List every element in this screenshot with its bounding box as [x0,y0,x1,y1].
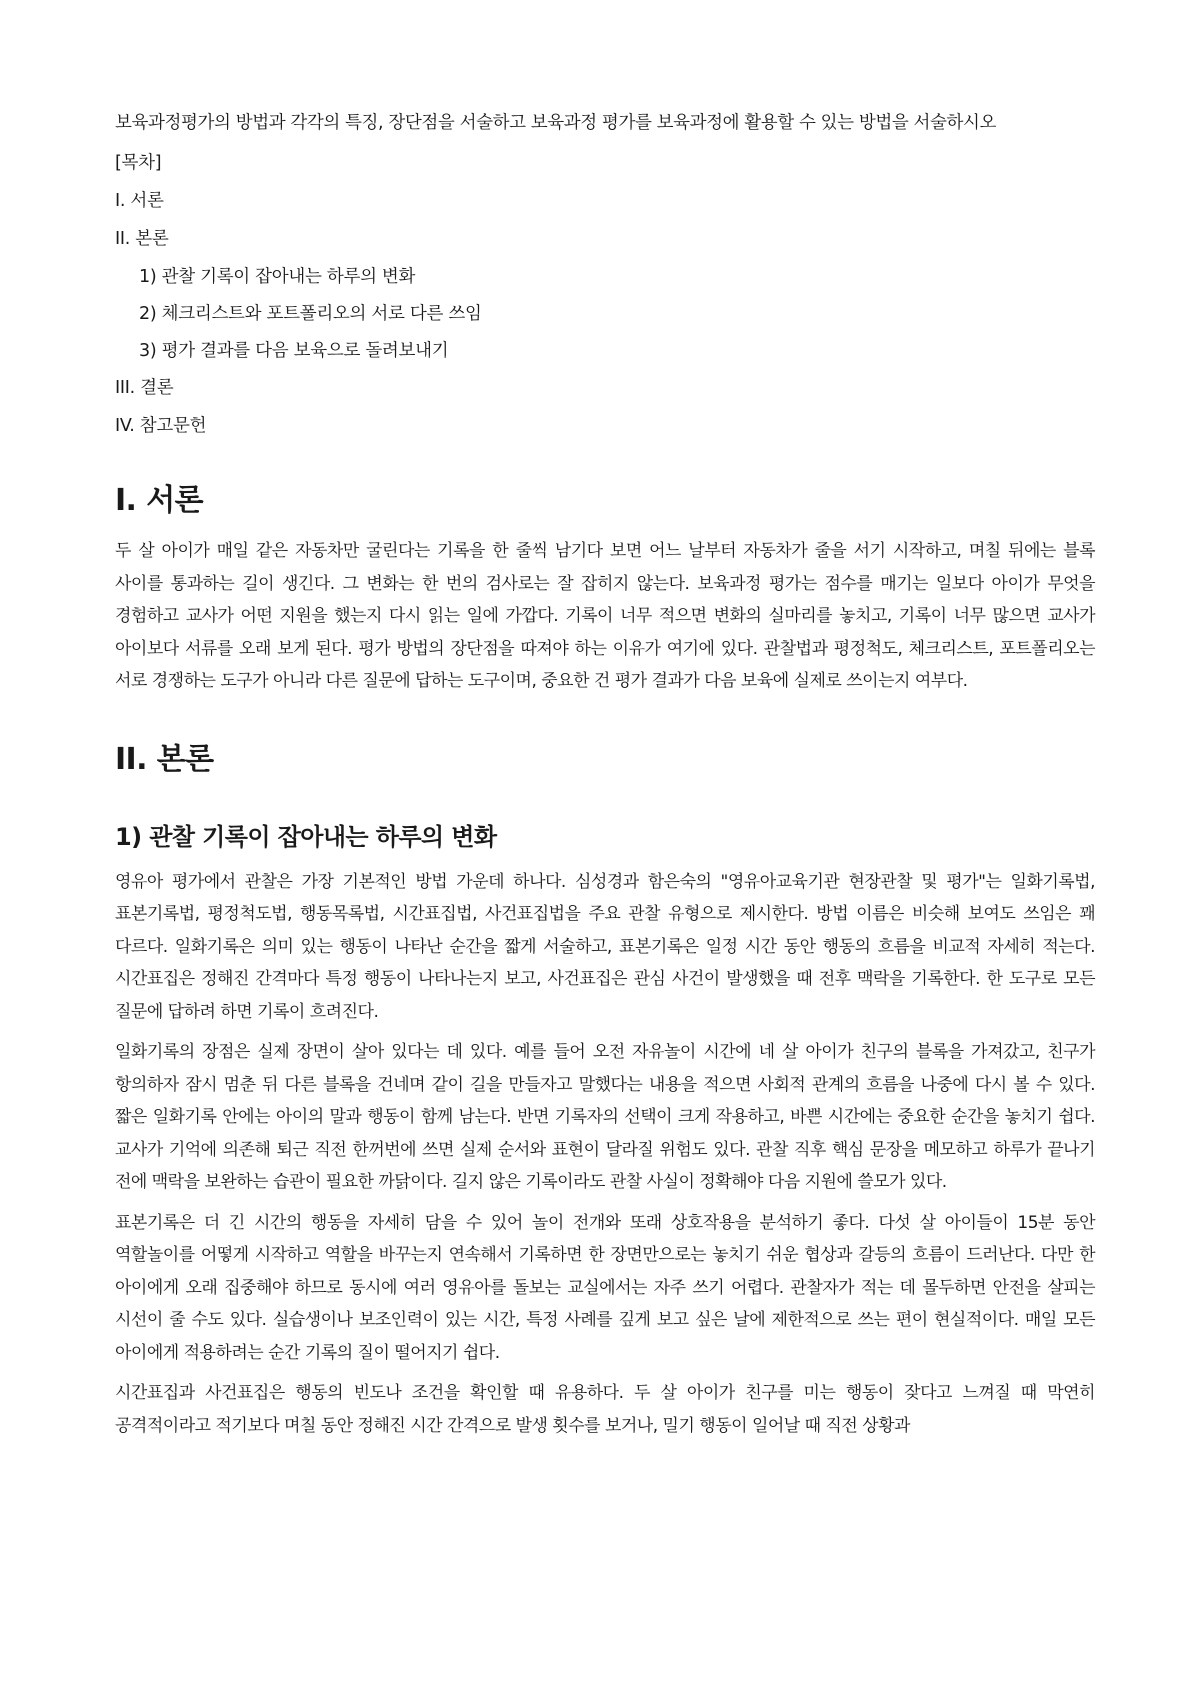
subsection-heading-observation: 1) 관찰 기록이 잡아내는 하루의 변화 [115,822,497,851]
toc-item-body-sub1: 1) 관찰 기록이 잡아내는 하루의 변화 [139,267,416,287]
body-paragraph: 표본기록은 더 긴 시간의 행동을 자세히 담을 수 있어 놀이 전개와 또래 상호작용을 분석하기 좋다. 다섯 살 아이들이 15분 동안 역할놀이를 어떻게 시작하고 역할을 바꾸는지 연속해서 기록하면 한 장면만으로는 놓치기 쉬운 협상과 갈등의 흐름이 드러난다. 다만 한 아이에게 오래 집중해야 하므로 동시에 여러 영유아를 돌보는 교실에서는 자주 쓰기 어렵다. 관찰자가 적는 데 몰두하면 안전을 살피는 시선이 줄 수도 있다. 실습생이나 보조인력이 있는 시간, 특정 사례를 깊게 보고 싶은 날에 제한적으로 쓰는 편이 현실적이다. 매일 모든 아이에게 적용하려는 순간 기록의 질이 떨어지기 쉽다. [115,1212,1095,1363]
document-page [115,110,1095,1450]
toc-item-body-sub3: 3) 평가 결과를 다음 보육으로 돌려보내기 [139,341,449,361]
body-paragraph: 영유아 평가에서 관찰은 가장 기본적인 방법 가운데 하나다. 심성경과 함은숙의 "영유아교육기관 현장관찰 및 평가"는 일화기록법, 표본기록법, 평정척도법, 행동목록법, 시간표집법, 사건표집법을 주요 관찰 유형으로 제시한다. 방법 이름은 비슷해 보여도 쓰임은 꽤 다르다. 일화기록은 의미 있는 행동이 나타난 순간을 짧게 서술하고, 표본기록은 일정 시간 동안 행동의 흐름을 비교적 자세히 적는다. 시간표집은 정해진 간격마다 특정 행동이 나타나는지 보고, 사건표집은 관심 사건이 발생했을 때 전후 맥락을 기록한다. 한 도구로 모든 질문에 답하려 하면 기록이 흐려진다. [115,871,1095,1022]
intro-paragraph: 두 살 아이가 매일 같은 자동차만 굴린다는 기록을 한 줄씩 남기다 보면 어느 날부터 자동차가 줄을 서기 시작하고, 며칠 뒤에는 블록 사이를 통과하는 길이 생긴다. 그 변화는 한 번의 검사로는 잘 잡히지 않는다. 보육과정 평가는 점수를 매기는 일보다 아이가 무엇을 경험하고 교사가 어떤 지원을 했는지 다시 읽는 일에 가깝다. 기록이 너무 적으면 변화의 실마리를 놓치고, 기록이 너무 많으면 교사가 아이보다 서류를 오래 보게 된다. 평가 방법의 장단점을 따져야 하는 이유가 여기에 있다. 관찰법과 평정척도, 체크리스트, 포트폴리오는 서로 경쟁하는 도구가 아니라 다른 질문에 답하는 도구이며, 중요한 건 평가 결과가 다음 보육에 실제로 쓰이는지 여부다. [115,541,1095,691]
toc-item-body: II. 본론 [115,229,169,249]
toc-item-conclusion: III. 결론 [115,378,174,398]
toc-title: [목차] [115,153,162,173]
intro-heading: I. 서론 [115,483,203,518]
body-paragraph: 시간표집과 사건표집은 행동의 빈도나 조건을 확인할 때 유용하다. 두 살 아이가 친구를 미는 행동이 잦다고 느껴질 때 막연히 공격적이라고 적기보다 며칠 동안 정해진 시간 간격으로 발생 횟수를 보거나, 밀기 행동이 일어날 때 직전 상황과 [115,1383,1095,1436]
table-of-contents [115,150,1095,439]
toc-item-intro: I. 서론 [115,191,164,211]
assignment-prompt: 보육과정평가의 방법과 각각의 특징, 장단점을 서술하고 보육과정 평가를 보육과정에 활용할 수 있는 방법을 서술하시오 [115,113,997,133]
toc-item-references: IV. 참고문헌 [115,416,207,436]
toc-item-body-sub2: 2) 체크리스트와 포트폴리오의 서로 다른 쓰임 [139,304,482,324]
body-paragraph: 일화기록의 장점은 실제 장면이 살아 있다는 데 있다. 예를 들어 오전 자유놀이 시간에 네 살 아이가 친구의 블록을 가져갔고, 친구가 항의하자 잠시 멈춘 뒤 다른 블록을 건네며 같이 길을 만들자고 말했다는 내용을 적으면 사회적 관계의 흐름을 나중에 다시 볼 수 있다. 짧은 일화기록 안에는 아이의 말과 행동이 함께 남는다. 반면 기록자의 선택이 크게 작용하고, 바쁜 시간에는 중요한 순간을 놓치기 쉽다. 교사가 기억에 의존해 퇴근 직전 한꺼번에 쓰면 실제 순서와 표현이 달라질 위험도 있다. 관찰 직후 핵심 문장을 메모하고 하루가 끝나기 전에 맥락을 보완하는 습관이 필요한 까닭이다. 길지 않은 기록이라도 관찰 사실이 정확해야 다음 지원에 쓸모가 있다. [115,1042,1095,1192]
body-heading: II. 본론 [115,741,214,777]
